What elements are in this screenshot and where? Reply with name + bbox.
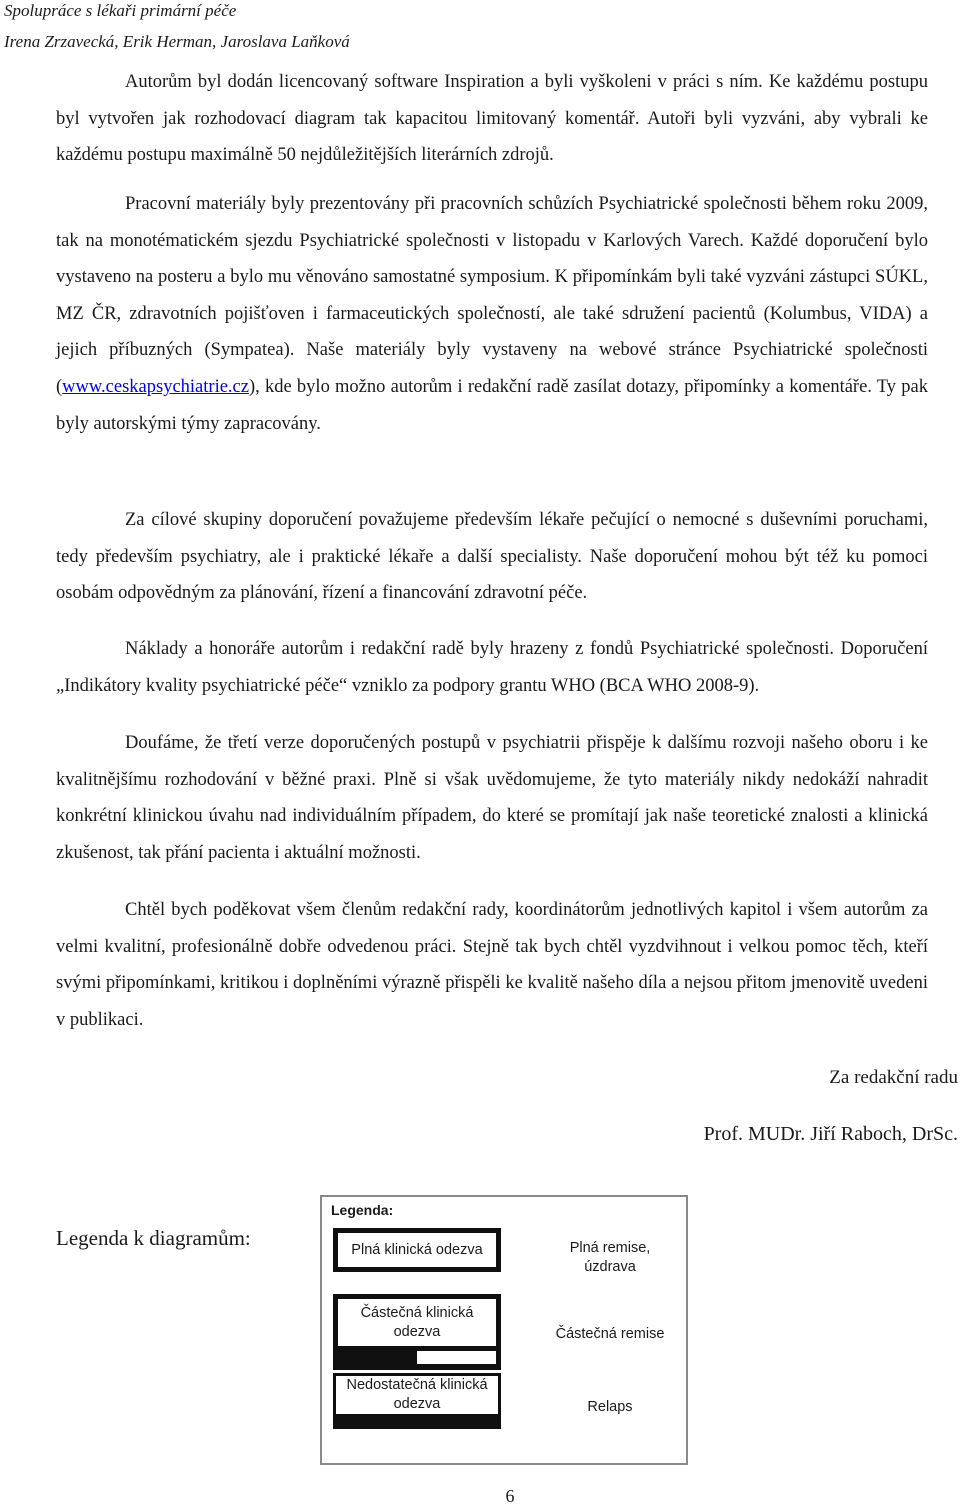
legend-partial-response-gap: [417, 1351, 496, 1364]
paragraph-software: Autorům byl dodán licencovaný software Inspiration a byli vyškoleni v práci s ním. Ke každému postupu byl vytvořen jak rozhodovací diagram tak kapacitou limitovaný komentář. Autoři byli vyzváni, aby vybrali ke každému postupu maximálně 50 nejdůležitějších literárních zdrojů.: [56, 72, 928, 166]
paragraph-target-groups: Za cílové skupiny doporučení považujeme především lékaře pečující o nemocné s duševními poruchami, tedy především psychiatry, ale i praktické lékaře a další specialisty. Naše doporučení mohou být též ku pomoci osobám odpovědným za plánování, řízení a financování zdravotní péče.: [56, 510, 928, 604]
signature-name: Prof. MUDr. Jiří Raboch, DrSc.: [703, 1123, 958, 1145]
page-number: 6: [505, 1486, 515, 1506]
legend-insufficient-response: [333, 1373, 501, 1429]
diagram-legend: [320, 1195, 688, 1465]
legend-partial-response-label: Částečná klinická odezva: [338, 1299, 496, 1346]
legend-partial-response: [333, 1294, 501, 1370]
legend-partial-remission: Částečná remise: [555, 1325, 665, 1342]
paragraph-funding: Náklady a honoráře autorům i redakční radě byly hrazeny z fondů Psychiatrické společnosti. Doporučení „Indikátory kvality psychiatrické péče“ vzniklo za podpory grantu WHO (BCA WHO 2008-9).: [56, 639, 928, 696]
paragraph-thanks: Chtěl bych poděkovat všem členům redakční rady, koordinátorům jednotlivých kapitol i všem autorům za velmi kvalitní, profesionálně dobře odvedenou práci. Stejně tak bych chtěl vyzdvihnout i velkou pomoc těch, kteří svými připomínkami, kritikou i doplněními výrazně přispěli ke kvalitě našeho díla a nejsou přitom jmenovitě uvedeni v publikaci.: [56, 900, 928, 1030]
psychiatry-website-link[interactable]: www.ceskapsychiatrie.cz: [62, 376, 249, 397]
paragraph-hopes: Doufáme, že třetí verze doporučených postupů v psychiatrii přispěje k dalšímu rozvoji našeho oboru i ke kvalitnějšímu rozhodování v běžné praxi. Plně si však uvědomujeme, že tyto materiály nikdy nedokáží nahradit konkrétní klinickou úvahu nad individuálním případem, do které se promítají jak naše teoretické znalosti a klinická zkušenost, tak přání pacienta i aktuální možnosti.: [56, 733, 928, 863]
legend-full-remission: Plná remise, úzdrava: [569, 1240, 651, 1275]
signature-board: Za redakční radu: [829, 1067, 958, 1088]
legend-caption: Legenda k diagramům:: [56, 1226, 251, 1250]
legend-full-response: [333, 1228, 501, 1272]
paragraph-presentation-text-end: ), kde bylo možno autorům i redakční radě zasílat dotazy, připomínky a komentáře. Ty pak byly autorskými týmy zapracovány.: [56, 376, 928, 434]
paragraph-presentation: [56, 186, 928, 442]
legend-full-response-label: Plná klinická odezva: [338, 1233, 496, 1267]
paragraph-presentation-text: Pracovní materiály byly prezentovány při pracovních schůzích Psychiatrické společnosti během roku 2009, tak na monotématickém sjezdu Psychiatrické společnosti v listopadu v Karlových Varech. Každé doporučení bylo vystaveno na posteru a bylo mu věnováno samostatné symposium. K připomínkám byli také vyzváni zástupci SÚKL, MZ ČR, zdravotních pojišťoven i farmaceutických společností, ale také sdružení pacientů (Kolumbus, VIDA) a jejich příbuzných (Sympatea). Naše materiály byly vystaveny na webové stránce Psychiatrické společnosti (: [56, 194, 928, 397]
running-header-title: Spolupráce s lékaři primární péče: [4, 1, 237, 20]
running-header-authors: Irena Zrzavecká, Erik Herman, Jaroslava Laňková: [4, 32, 350, 51]
legend-insufficient-response-label: Nedostatečná klinická odezva: [336, 1376, 498, 1414]
legend-title: Legenda:: [331, 1202, 394, 1218]
legend-relapse: Relaps: [587, 1398, 633, 1415]
